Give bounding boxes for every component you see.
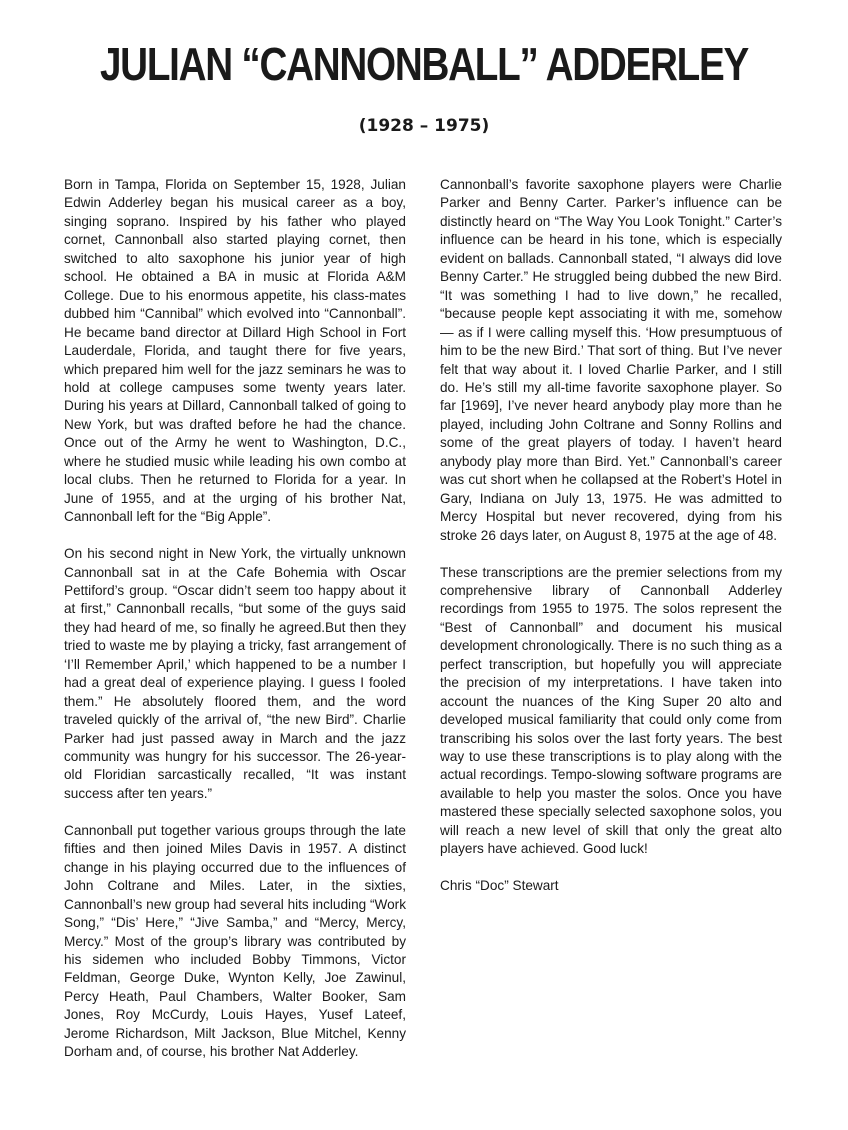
paragraph: Cannonball’s favorite saxophone players were Charlie Parker and Benny Carter. Parker’s influence can be distinctly heard on “The Way You Look Tonight.” Carter’s influence can be heard in his tone, which is especially evident on ballads. Cannonball stated, “I always did love Benny Carter.” He struggled being dubbed the new Bird. “It was something I had to live down,” he recalled, “because people kept associating it with me, somehow— as if I were calling myself this. ‘How presumptuous of him to be the new Bird.’ That sort of thing. But I’ve never felt that way about it. I loved Charlie Parker, and I still do. He’s still my all-time favorite saxophone player. So far [1969], I’ve never heard anybody play more than he played, including John Coltrane and Sonny Rollins and some of the great players of today. I haven’t heard anybody play more than Bird. Yet.” Cannonball’s career was cut short when he collapsed at the Robert’s Hotel in Gary, Indiana on July 13, 1975. He was admitted to Mercy Hospital but never recovered, dying from his stroke 26 days later, on August 8, 1975 at the age of 48.	[440, 177, 782, 543]
paragraph: Cannonball put together various groups through the late fifties and then joined Miles Davis in 1957. A distinct change in his playing occurred due to the influences of John Coltrane and Miles. Later, in the sixties, Cannonball’s new group had several hits including “Work Song,” “Dis’ Here,” “Jive Samba,” and “Mercy, Mercy, Mercy.” Most of the group’s library was contributed by his sidemen who included Bobby Timmons, Victor Feldman, George Duke, Wynton Kelly, Joe Zawinul, Percy Heath, Paul Chambers, Walter Booker, Sam Jones, Roy McCurdy, Louis Hayes, Yusef Lateef, Jerome Richardson, Milt Jackson, Blue Mitchel, Kenny Dorham and, of course, his brother Nat Adderley.	[64, 822, 406, 1060]
author-signature: Chris “Doc” Stewart	[440, 878, 559, 894]
page-title: JULIAN “CANNONBALL” ADDERLEY	[99, 38, 749, 90]
left-column	[64, 176, 406, 1080]
paragraph: These transcriptions are the premier selections from my comprehensive library of Cannonball Adderley recordings from 1955 to 1975. The solos represent the “Best of Cannonball” and document his musical development chronologically. There is no such thing as a perfect transcription, but hopefully you will appreciate the precision of my interpretations. I have taken into account the nuances of the King Super 20 alto and developed musical familiarity that could only come from transcribing his solos over the last forty years. The best way to use these transcriptions is to play along with the actual recordings. Tempo-slowing software programs are available to help you master the solos. Once you have mastered these specially selected saxophone solos, you will reach a new level of skill that only the great alto players have achieved. Good luck!	[440, 564, 782, 857]
life-dates: (1928 – 1975)	[358, 116, 490, 136]
right-column	[440, 176, 782, 914]
paragraph: On his second night in New York, the virtually unknown Cannonball sat in at the Cafe Bohemia with Oscar Pettiford’s group. “Oscar didn’t seem too happy about it at first,” Cannonball recalls, “but some of the guys said they had heard of me, so finally he agreed.But then they tried to waste me by playing a tricky, fast arrangement of ‘I’ll Remember April,’ which happened to be a number I had a great deal of experience playing. I guess I fooled them.” He absolutely floored them, and the word traveled quickly of the arrival of, “the new Bird”. Charlie Parker had just passed away in March and the jazz community was hungry for his successor. The 26-year-old Floridian sarcastically recalled, “It was instant success after ten years.”	[64, 546, 406, 801]
paragraph: Born in Tampa, Florida on September 15, 1928, Julian Edwin Adderley began his musical career as a boy, singing soprano. Inspired by his father who played cornet, Cannonball also started playing cornet, then switched to alto saxophone his junior year of high school. He obtained a BA in music at Florida A&M College. Due to his enormous appetite, his class-mates dubbed him “Cannibal” which evolved into “Cannonball”. He became band director at Dillard High School in Fort Lauderdale, Florida, and taught there for five years, which prepared him well for the jazz seminars he was to hold at college campuses some twenty years later. During his years at Dillard, Cannonball talked of going to New York, but was drafted before he had the chance. Once out of the Army he went to Washington, D.C., where he studied music while leading his own combo at local clubs. Then he returned to Florida for a year. In June of 1955, and at the urging of his brother Nat, Cannonball left for the “Big Apple”.	[64, 177, 406, 525]
